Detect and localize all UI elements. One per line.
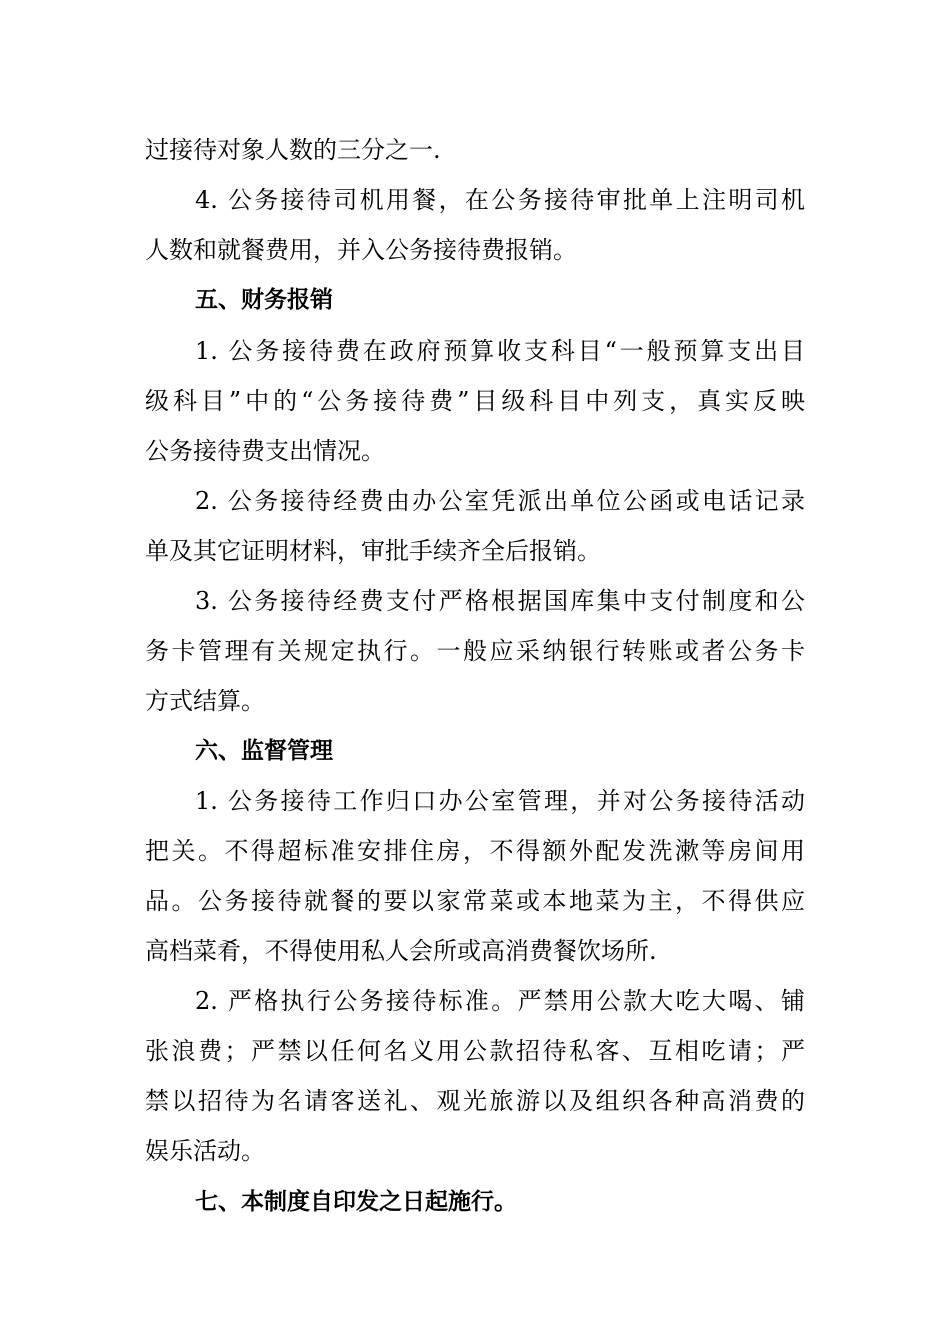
text-line: 2. 严格执行公务接待标准。严禁用公款大吃大喝、铺 (195, 987, 805, 1015)
text-line: 高档菜肴，不得使用私人会所或高消费餐饮场所. (145, 937, 657, 965)
text-line: 4. 公务接待司机用餐，在公务接待审批单上注明司机 (195, 186, 805, 214)
text-line: 公务接待费支出情况。 (145, 437, 385, 465)
text-line: 单及其它证明材料，审批手续齐全后报销。 (145, 537, 601, 565)
text-line: 禁以招待为名请客送礼、观光旅游以及组织各种高消费的 (145, 1087, 805, 1115)
section-heading: 六、监督管理 (195, 738, 333, 764)
text-line: 3. 公务接待经费支付严格根据国库集中支付制度和公 (195, 587, 805, 615)
text-line: 人数和就餐费用，并入公务接待费报销。 (145, 236, 577, 264)
text-line: 娱乐活动。 (145, 1137, 265, 1165)
section-heading: 五、财务报销 (195, 287, 333, 313)
text-line: 1. 公务接待费在政府预算收支科目“一般预算支出目 (195, 337, 805, 365)
text-line: 过接待对象人数的三分之一. (145, 136, 441, 164)
text-line: 务卡管理有关规定执行。一般应采纳银行转账或者公务卡 (145, 637, 805, 665)
text-line: 张浪费；严禁以任何名义用公款招待私客、互相吃请；严 (145, 1037, 805, 1065)
text-line: 品。公务接待就餐的要以家常菜或本地菜为主，不得供应 (145, 887, 805, 915)
text-line: 2. 公务接待经费由办公室凭派出单位公函或电话记录 (195, 487, 805, 515)
text-line: 级科目”中的“公务接待费”目级科目中列支，真实反映 (145, 387, 805, 415)
section-heading: 七、本制度自印发之日起施行。 (195, 1189, 517, 1215)
text-line: 把关。不得超标准安排住房，不得额外配发洗漱等房间用 (145, 837, 805, 865)
text-line: 方式结算。 (145, 687, 265, 715)
text-line: 1. 公务接待工作归口办公室管理，并对公务接待活动 (195, 787, 805, 815)
